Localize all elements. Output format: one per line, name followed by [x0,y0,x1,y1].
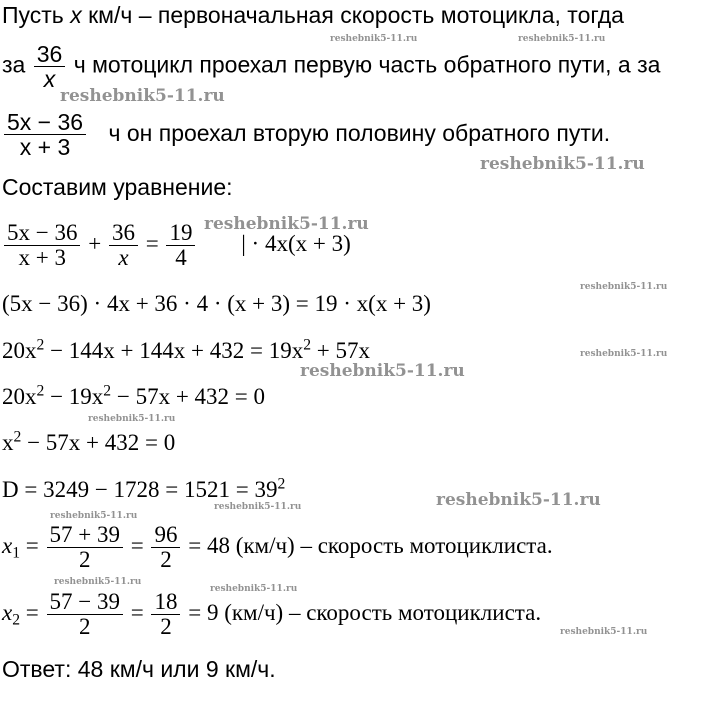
x2-fraction [47,590,123,639]
x1-simplified-fraction [151,523,180,572]
second-part-text: ч он проехал вторую половину обратного пути. [108,119,611,146]
root-variable: x [2,599,13,625]
subscript: 1 [12,544,21,562]
equals-sign: = [25,599,39,625]
fraction-5x-36-over-x-3 [4,110,86,159]
eq-fraction-b [109,221,138,270]
exponent: 2 [103,382,112,400]
watermark: reshebnik5-11.ru [518,34,606,44]
watermark: reshebnik5-11.ru [480,154,645,174]
step-5-part-a: x [2,430,14,455]
fraction-numerator: 57 + 39 [47,523,123,548]
fraction-numerator: 18 [151,590,180,615]
fraction-denominator: x [43,66,56,93]
step-5-part-b: − 57x + 432 = 0 [27,430,176,455]
step-4-part-a: 20x [2,384,37,409]
watermark: reshebnik5-11.ru [330,34,418,44]
plus-sign: + [88,230,102,256]
eq-fraction-c [166,221,195,270]
discriminant-line [2,475,286,502]
fraction-denominator: x + 3 [18,245,66,271]
root-x1-line [2,523,553,572]
watermark: reshebnik5-11.ru [300,361,465,381]
watermark: reshebnik5-11.ru [210,584,298,594]
fraction-numerator: 36 [109,221,138,246]
fraction-denominator: x + 3 [19,134,71,161]
first-part-text: ч мотоцикл проехал первую часть обратного пути, а за [73,51,661,78]
fraction-numerator: 96 [151,523,180,548]
exponent: 2 [13,428,22,446]
answer-text: Ответ: 48 км/ч или 9 км/ч. [2,656,276,682]
watermark: reshebnik5-11.ru [60,86,225,106]
fraction-denominator: 2 [160,614,172,640]
equals-sign: = [130,599,144,625]
eq-fraction-a [4,221,80,270]
answer-line [2,658,276,681]
watermark: reshebnik5-11.ru [436,490,601,510]
x1-fraction [47,523,123,572]
equals-sign: = [145,230,159,256]
watermark: reshebnik5-11.ru [214,502,302,512]
fraction-numerator: 36 [34,42,66,67]
watermark: reshebnik5-11.ru [88,414,176,424]
watermark: reshebnik5-11.ru [50,511,138,521]
x2-result-text: = 9 (км/ч) – скорость мотоциклиста. [188,599,542,625]
first-part-line [2,42,660,91]
equation-step-4 [2,382,266,409]
equation-step-3 [2,336,370,363]
fraction-denominator: 2 [160,547,172,573]
exponent: 2 [277,475,286,493]
unit-label: км/ч [88,2,133,28]
fraction-numerator: 5x − 36 [4,221,80,246]
multiplier-note: | · 4x(x + 3) [241,230,351,256]
second-part-line [2,110,610,159]
equation-step-5 [2,428,176,455]
step-3-part-a: 20x [2,338,37,363]
step-4-part-c: − 57x + 432 = 0 [116,384,266,409]
step-4-part-b: − 19x [50,384,104,409]
exponent: 2 [36,382,45,400]
watermark: reshebnik5-11.ru [204,214,369,234]
subscript: 2 [12,611,21,629]
exponent: 2 [303,336,312,354]
fraction-denominator: 2 [79,547,91,573]
root-x2-line [2,590,541,639]
x2-simplified-fraction [151,590,180,639]
intro-line [2,4,624,27]
step-2-text: (5x − 36) · 4x + 36 · 4 · (x + 3) = 19 · x(x + 3) [2,291,431,316]
equation-step-2 [2,292,431,315]
equals-sign: = [130,532,144,558]
discriminant-text: D = 3249 − 1728 = 1521 = 39 [2,477,278,502]
watermark: reshebnik5-11.ru [54,577,142,587]
fraction-denominator: 2 [79,614,91,640]
step-3-part-b: − 144x + 144x + 432 = 19x [50,338,304,363]
equals-sign: = [25,532,39,558]
fraction-numerator: 5x − 36 [4,110,86,135]
step-3-part-c: + 57x [316,338,370,363]
equation-main [2,221,351,270]
watermark: reshebnik5-11.ru [580,349,668,359]
watermark: reshebnik5-11.ru [580,282,668,292]
exponent: 2 [36,336,45,354]
watermark: reshebnik5-11.ru [560,627,648,637]
fraction-36-over-x [34,42,66,91]
intro-text: – первоначальная скорость мотоцикла, тогда [138,2,624,28]
variable-x: x [70,2,82,28]
compose-heading [2,176,233,199]
x1-result-text: = 48 (км/ч) – скорость мотоциклиста. [188,532,553,558]
intro-word: Пусть [2,2,64,28]
compose-text: Составим уравнение: [2,174,233,200]
fraction-denominator: 4 [175,245,187,271]
root-variable: x [2,532,13,558]
za-word: за [2,51,26,78]
fraction-numerator: 57 − 39 [47,590,123,615]
fraction-denominator: x [118,245,129,271]
fraction-numerator: 19 [166,221,195,246]
